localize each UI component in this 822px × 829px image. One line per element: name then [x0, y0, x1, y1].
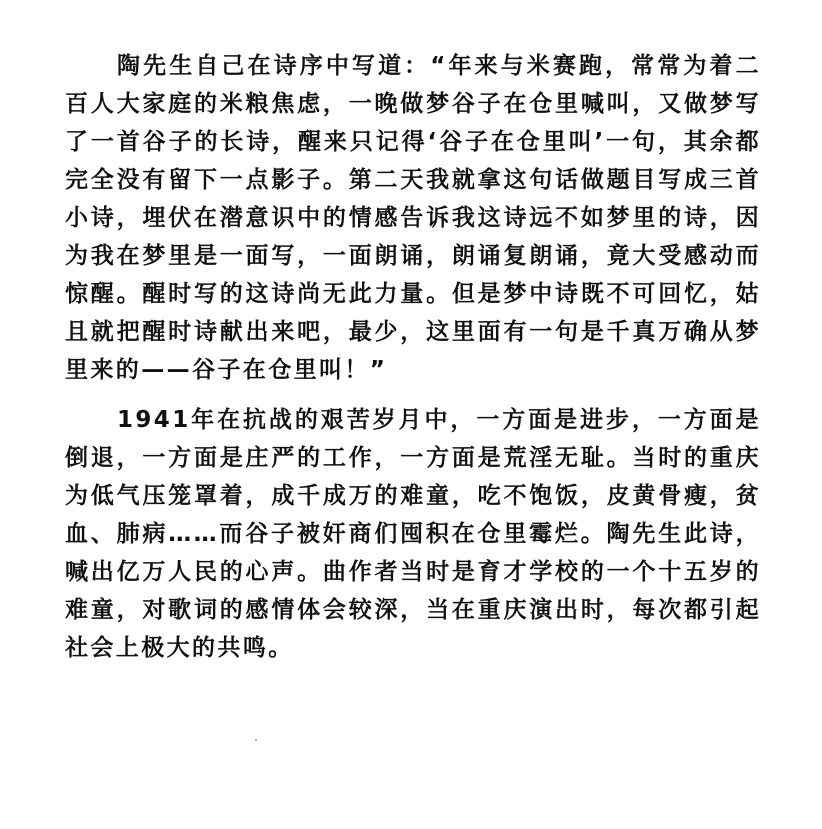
scan-speck: [255, 739, 257, 741]
paragraph-poem-preface: 陶先生自己在诗序中写道：“年来与米赛跑，常常为着二百人大家庭的米粮焦虑，一晚做梦谷子在仓里喊叫，又做梦写了一首谷子的长诗，醒来只记得‘谷子在仓里叫’一句，其余都完全没有留下一点影子。第二天我就拿这句话做题目写成三首小诗，埋伏在潜意识中的情感告诉我这诗远不如梦里的诗，因为我在梦里是一面写，一面朗诵，朗诵复朗诵，竟大受感动而惊醒。醒时写的这诗尚无此力量。但是梦中诗既不可回忆，姑且就把醒时诗献出来吧，最少，这里面有一句是千真万确从梦里来的——谷子在仓里叫！”: [65, 53, 761, 383]
paragraph-historical-context: 1941年在抗战的艰苦岁月中，一方面是进步，一方面是倒退，一方面是庄严的工作，一方面是荒淫无耻。当时的重庆为低气压笼罩着，成千成万的难童，吃不饱饭，皮黄骨瘦，贫血、肺病……而谷子被奸商们囤积在仓里霉烂。陶先生此诗，喊出亿万人民的心声。曲作者当时是育才学校的一个十五岁的难童，对歌词的感情体会较深，当在重庆演出时，每次都引起社会上极大的共鸣。: [65, 407, 761, 661]
document-page: [65, 47, 761, 667]
